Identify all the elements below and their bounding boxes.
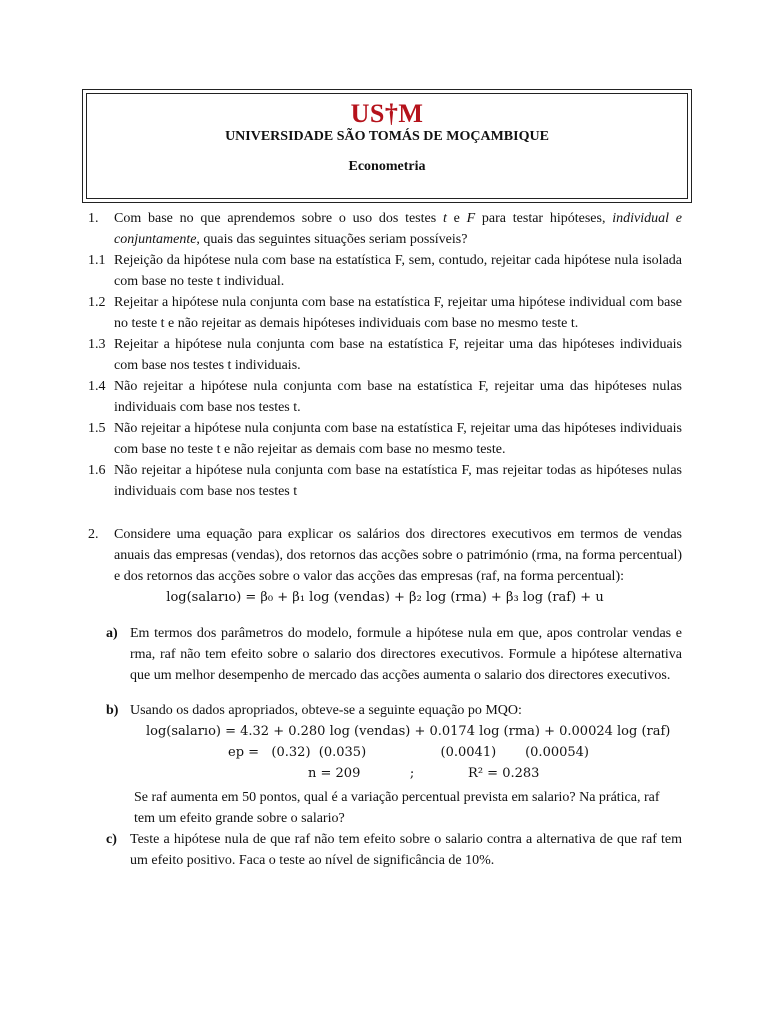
- university-name: UNIVERSIDADE SÃO TOMÁS DE MOÇAMBIQUE: [225, 129, 549, 144]
- sub-item-number: 1.6: [88, 463, 106, 478]
- sub-item-number: 1.2: [88, 295, 106, 310]
- sub-item-1-1: [88, 250, 682, 292]
- document-body: [88, 208, 682, 871]
- sub-item-number: 1.4: [88, 379, 106, 394]
- question-1: [88, 208, 682, 250]
- part-label: b): [106, 703, 119, 718]
- sub-item-number: 1.5: [88, 421, 106, 436]
- q1-t: t: [442, 211, 447, 226]
- q1-text-d: , quais das seguintes situações seriam possíveis?: [196, 232, 468, 247]
- course-title: Econometria: [348, 159, 426, 174]
- sample-size-r2: n = 209 ; R² = 0.283: [308, 766, 540, 781]
- sub-item-text: Rejeitar a hipótese nula conjunta com base na estatística F, rejeitar uma das hipóteses individuais com base nos testes t individuais.: [114, 337, 682, 373]
- part-a-text: Em termos dos parâmetros do modelo, formule a hipótese nula em que, apos controlar vendas e rma, raf não tem efeito sobre o salario dos directores executivos. Formule a hipótese alternativa que um melhor desempenho de mercado das acções aumenta o salario dos directores executivos.: [130, 626, 682, 683]
- question-number: 2.: [88, 527, 99, 542]
- q1-text-b: e: [446, 211, 467, 226]
- sub-item-1-4: [88, 376, 682, 418]
- sub-item-text: Não rejeitar a hipótese nula conjunta com base na estatística F, mas rejeitar todas as hipóteses nulas individuais com base nos testes t: [114, 463, 682, 499]
- q1-ind: individual e conjuntamente: [114, 211, 682, 247]
- part-label: a): [106, 626, 118, 641]
- part-a: [88, 623, 682, 686]
- estimated-equation: log(salarıo) = 4.32 + 0.280 log (vendas) + 0.0174 log (rma) + 0.00024 log (raf): [146, 724, 671, 739]
- sub-item-text: Não rejeitar a hipótese nula conjunta com base na estatística F, rejeitar uma das hipóteses individuais com base no teste t e não rejeitar as demais com base no mesmo teste.: [114, 421, 682, 457]
- logo-cross-icon: †: [384, 99, 399, 128]
- sub-item-text: Rejeitar a hipótese nula conjunta com base na estatística F, rejeitar uma hipótese individual com base no teste t e não rejeitar as demais hipóteses individuais com base no mesmo teste t.: [114, 295, 682, 331]
- q1-text-a: Com base no que aprendemos sobre o uso dos testes: [114, 211, 443, 226]
- university-logo: [87, 100, 687, 128]
- part-b: [88, 700, 682, 721]
- logo-text-left: US: [350, 99, 385, 128]
- part-b-question: Se raf aumenta em 50 pontos, qual é a variação percentual prevista em salario? Na prática, raf tem um efeito grande sobre o salario?: [134, 790, 660, 826]
- part-c: [88, 829, 682, 871]
- logo-text-right: M: [398, 99, 424, 128]
- sub-item-1-3: [88, 334, 682, 376]
- sub-item-text: Não rejeitar a hipótese nula conjunta com base na estatística F, rejeitar uma das hipóteses nulas individuais com base nos testes t.: [114, 379, 682, 415]
- header-box: [86, 93, 688, 199]
- sub-item-number: 1.1: [88, 253, 106, 268]
- question-2-text: Considere uma equação para explicar os salários dos directores executivos em termos de vendas anuais das empresas (vendas), dos retornos das acções sobre o património (rma, na forma percentual) e dos retornos das acções sobre o valor das acções das empresas (raf, na forma percentual):: [114, 527, 682, 584]
- part-label: c): [106, 832, 117, 847]
- q1-text-c: para testar hipóteses,: [475, 211, 613, 226]
- sub-item-1-2: [88, 292, 682, 334]
- q1-F: F: [466, 211, 476, 226]
- standard-errors: ep = (0.32) (0.035) (0.0041) (0.00054): [228, 745, 589, 760]
- question-2: [88, 524, 682, 587]
- sub-item-1-6: [88, 460, 682, 502]
- sub-item-1-5: [88, 418, 682, 460]
- part-c-text: Teste a hipótese nula de que raf não tem efeito sobre o salario contra a alternativa de que raf tem um efeito positivo. Faca o teste ao nível de significância de 10%.: [130, 832, 682, 868]
- sub-item-text: Rejeição da hipótese nula com base na estatística F, sem, contudo, rejeitar cada hipótese nula isolada com base no teste t individual.: [114, 253, 682, 289]
- question-number: 1.: [88, 211, 99, 226]
- sub-item-number: 1.3: [88, 337, 106, 352]
- spacer: [88, 502, 682, 524]
- model-equation: log(salarıo) = β₀ + β₁ log (vendas) + β₂ log (rma) + β₃ log (raf) + u: [166, 590, 604, 605]
- part-b-text: Usando os dados apropriados, obteve-se a seguinte equação po MQO:: [130, 703, 522, 718]
